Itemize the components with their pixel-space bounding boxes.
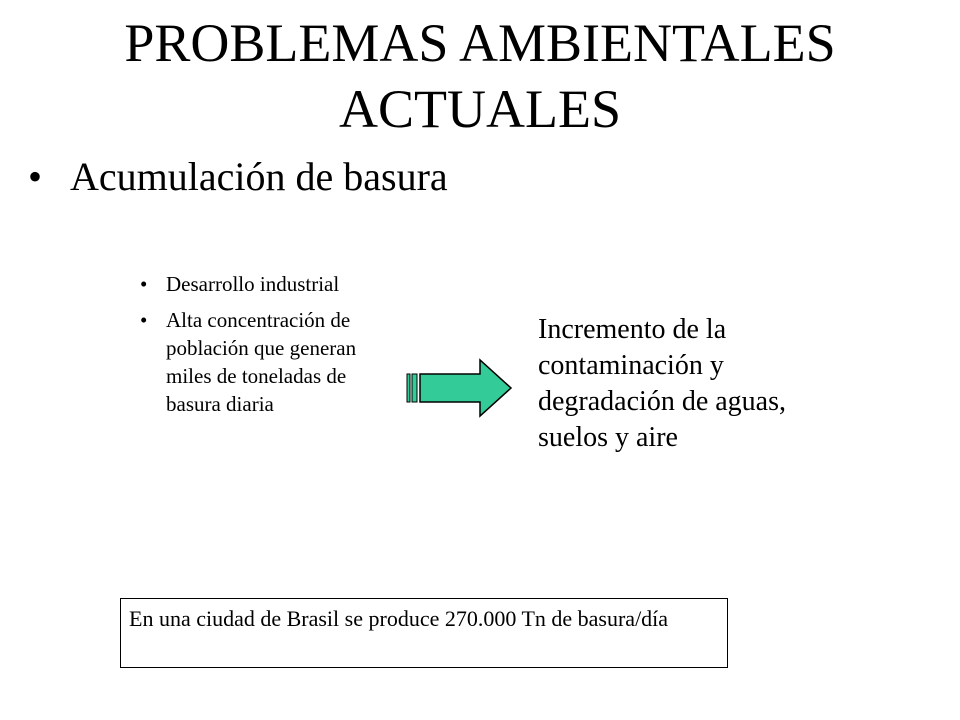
cause-item (140, 270, 385, 298)
cause-text: Alta concentración de población que generan miles de toneladas de basura diaria (166, 308, 357, 416)
main-bullet-text: Acumulación de basura (70, 154, 448, 199)
slide-title (0, 10, 960, 142)
title-line-1: PROBLEMAS AMBIENTALES (124, 13, 836, 73)
bullet-marker: • (140, 272, 148, 296)
cause-item (140, 306, 385, 418)
effect-text: Incremento de la contaminación y degradación de aguas, suelos y aire (538, 314, 786, 453)
bullet-marker: • (28, 154, 43, 199)
fact-box: En una ciudad de Brasil se produce 270.000 Tn de basura/día (120, 598, 728, 668)
bullet-marker: • (140, 308, 148, 332)
cause-text: Desarrollo industrial (166, 272, 340, 296)
title-line-2: ACTUALES (339, 79, 621, 139)
main-bullet (28, 152, 448, 202)
causes-list (140, 270, 385, 426)
right-arrow-icon (405, 358, 515, 418)
